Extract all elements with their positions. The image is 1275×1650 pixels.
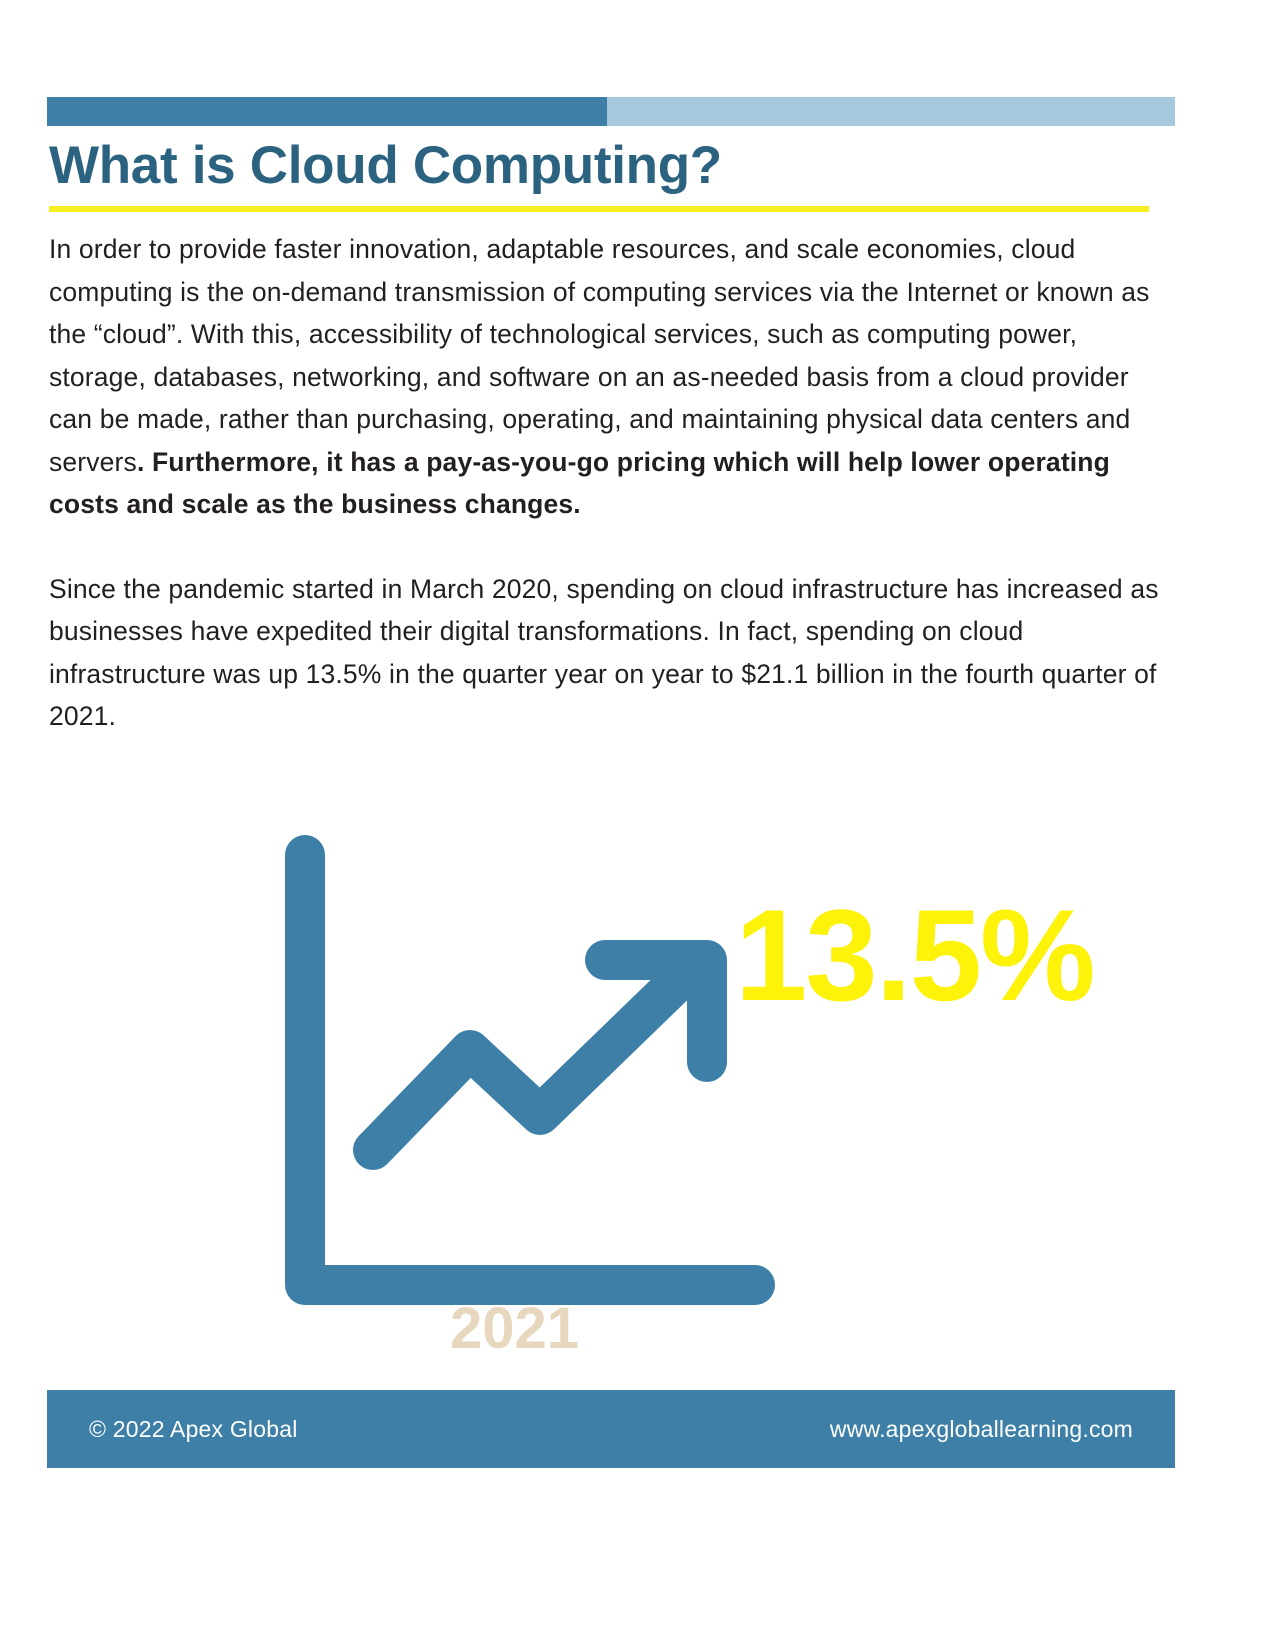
- title-underline-rule: [49, 206, 1149, 212]
- footer-website[interactable]: www.apexgloballearning.com: [829, 1415, 1133, 1442]
- trend-graphic: [255, 830, 1094, 1370]
- footer-copyright: © 2022 Apex Global: [89, 1415, 298, 1442]
- page-title: What is Cloud Computing?: [49, 136, 722, 195]
- year-label: 2021: [450, 1296, 580, 1361]
- body-copy: [49, 228, 1161, 738]
- header-accent-bar-light: [607, 97, 1175, 126]
- percent-callout: 13.5%: [735, 882, 1094, 1028]
- page-footer: [47, 1390, 1175, 1468]
- header-accent-bar-dark: [47, 97, 607, 126]
- paragraph-1-part-2: . Furthermore, it has a pay-as-you-go pricing which will help lower operating costs and scale as the business changes.: [49, 446, 1110, 519]
- header-accent-bar: [47, 97, 1175, 126]
- paragraph-2: Since the pandemic started in March 2020, spending on cloud infrastructure has increased as businesses have expedited their digital transformations. In fact, spending on cloud infrastructure was up 13.5% in the quarter year on year to $21.1 billion in the fourth quarter of 2021.: [49, 573, 1159, 731]
- paragraph-1-part-1: In order to provide faster innovation, adaptable resources, and scale economies, cloud computing is the on-demand transmission of computing services via the Internet or known as the “cloud”. With this, accessibility of technological services, such as computing power, storage, databases, networking, and software on an as-needed basis from a cloud provider can be made, rather than purchasing, operating, and maintaining physical data centers and servers: [49, 234, 1150, 477]
- paragraph-1: [49, 228, 1161, 526]
